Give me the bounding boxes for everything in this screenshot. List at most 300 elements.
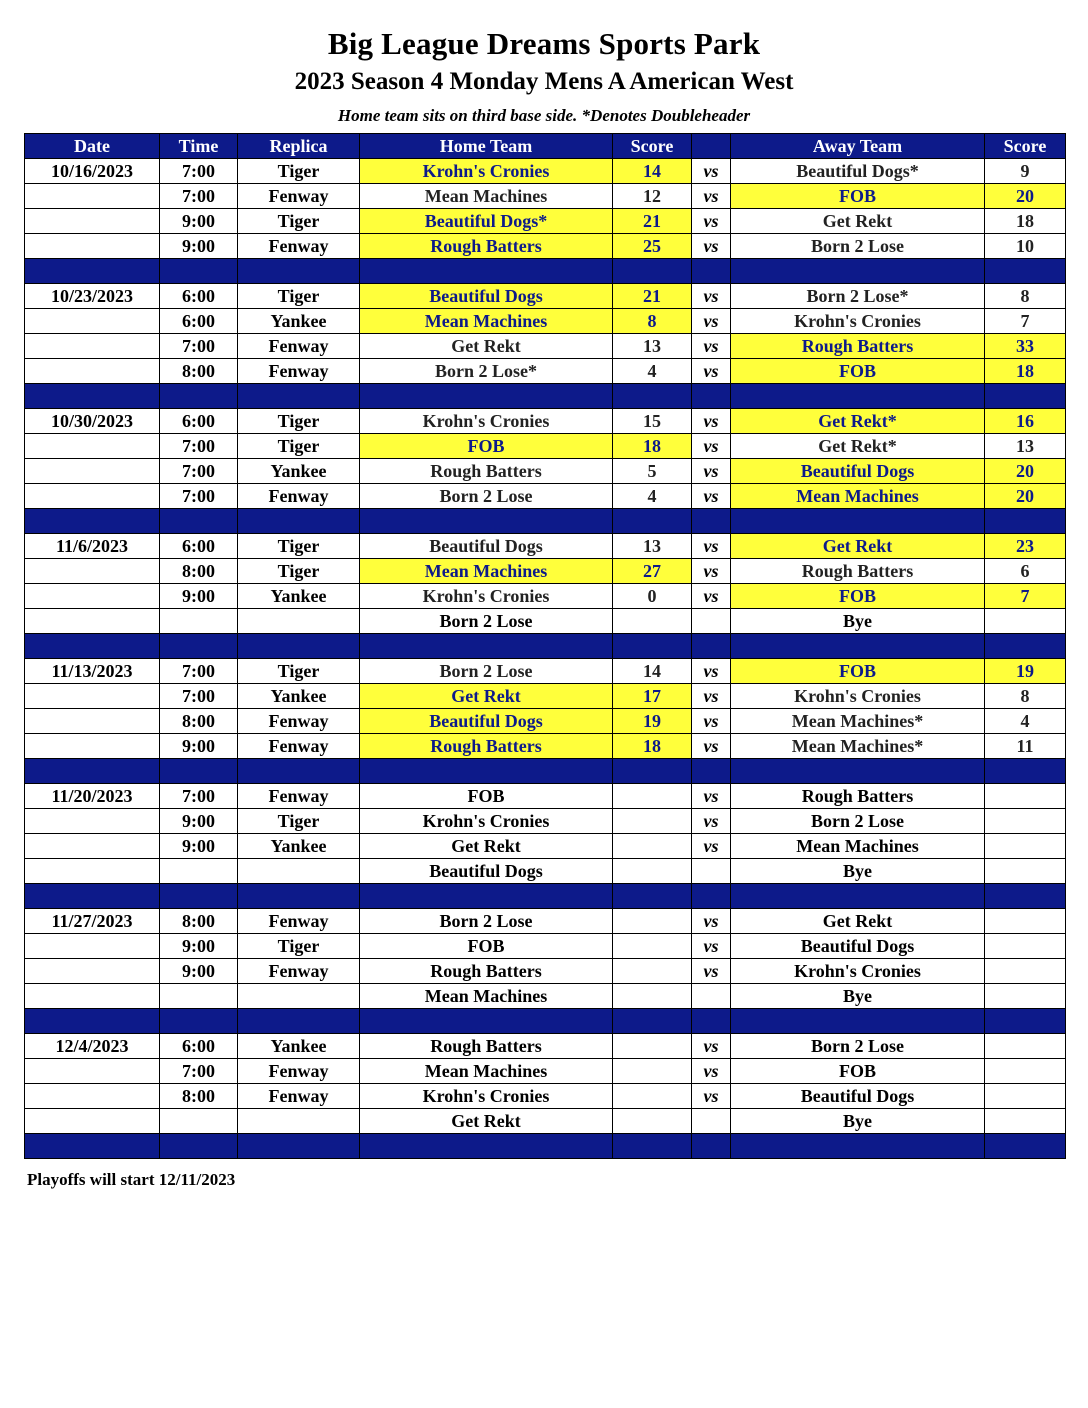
vs-cell: vs xyxy=(692,534,731,559)
date-cell xyxy=(25,809,160,834)
separator-cell xyxy=(692,259,731,284)
game-row xyxy=(25,1034,1066,1059)
home-score-cell: 18 xyxy=(613,734,692,759)
time-cell: 7:00 xyxy=(160,334,238,359)
date-cell xyxy=(25,684,160,709)
home-score-cell: 5 xyxy=(613,459,692,484)
replica-cell: Fenway xyxy=(238,484,360,509)
replica-cell: Tiger xyxy=(238,409,360,434)
week-separator-row xyxy=(25,634,1066,659)
date-cell xyxy=(25,184,160,209)
separator-cell xyxy=(360,759,613,784)
away-score-cell xyxy=(985,609,1066,634)
time-cell: 6:00 xyxy=(160,1034,238,1059)
separator-cell xyxy=(692,1134,731,1159)
away-team-cell: Bye xyxy=(731,984,985,1009)
date-cell: 11/6/2023 xyxy=(25,534,160,559)
away-team-cell: Born 2 Lose xyxy=(731,234,985,259)
away-team-cell: Mean Machines* xyxy=(731,734,985,759)
replica-cell: Yankee xyxy=(238,459,360,484)
home-team-cell: Mean Machines xyxy=(360,184,613,209)
time-cell: 9:00 xyxy=(160,584,238,609)
away-team-cell: Get Rekt xyxy=(731,209,985,234)
home-team-cell: Beautiful Dogs xyxy=(360,284,613,309)
home-score-cell xyxy=(613,809,692,834)
away-score-cell: 23 xyxy=(985,534,1066,559)
home-team-cell: Born 2 Lose* xyxy=(360,359,613,384)
vs-cell: vs xyxy=(692,909,731,934)
away-score-cell xyxy=(985,1059,1066,1084)
game-row xyxy=(25,909,1066,934)
separator-cell xyxy=(731,509,985,534)
separator-cell xyxy=(731,884,985,909)
game-row xyxy=(25,359,1066,384)
week-separator-row xyxy=(25,259,1066,284)
home-team-cell: Born 2 Lose xyxy=(360,484,613,509)
away-score-cell: 7 xyxy=(985,309,1066,334)
vs-cell xyxy=(692,1109,731,1134)
away-score-cell: 11 xyxy=(985,734,1066,759)
game-row xyxy=(25,859,1066,884)
separator-cell xyxy=(160,259,238,284)
separator-cell xyxy=(25,634,160,659)
col-header-away-score: Score xyxy=(985,134,1066,159)
game-row xyxy=(25,809,1066,834)
separator-cell xyxy=(360,259,613,284)
home-score-cell: 21 xyxy=(613,284,692,309)
separator-cell xyxy=(238,509,360,534)
week-separator-row xyxy=(25,509,1066,534)
replica-cell: Tiger xyxy=(238,559,360,584)
away-score-cell: 4 xyxy=(985,709,1066,734)
away-score-cell xyxy=(985,834,1066,859)
home-team-cell: Krohn's Cronies xyxy=(360,409,613,434)
away-team-cell: Mean Machines xyxy=(731,484,985,509)
home-score-cell: 21 xyxy=(613,209,692,234)
time-cell: 7:00 xyxy=(160,434,238,459)
home-team-cell: Rough Batters xyxy=(360,959,613,984)
week-separator-row xyxy=(25,1009,1066,1034)
separator-cell xyxy=(238,1009,360,1034)
separator-cell xyxy=(985,509,1066,534)
vs-cell: vs xyxy=(692,834,731,859)
separator-cell xyxy=(238,259,360,284)
separator-cell xyxy=(731,1009,985,1034)
game-row xyxy=(25,559,1066,584)
game-row xyxy=(25,659,1066,684)
separator-cell xyxy=(25,884,160,909)
game-row xyxy=(25,309,1066,334)
separator-cell xyxy=(360,884,613,909)
home-team-cell: Krohn's Cronies xyxy=(360,584,613,609)
col-header-replica: Replica xyxy=(238,134,360,159)
separator-cell xyxy=(613,1009,692,1034)
separator-cell xyxy=(25,1009,160,1034)
home-team-cell: Krohn's Cronies xyxy=(360,159,613,184)
game-row xyxy=(25,584,1066,609)
home-score-cell xyxy=(613,909,692,934)
game-row xyxy=(25,209,1066,234)
time-cell: 9:00 xyxy=(160,959,238,984)
home-score-cell xyxy=(613,834,692,859)
replica-cell xyxy=(238,609,360,634)
replica-cell xyxy=(238,984,360,1009)
separator-cell xyxy=(238,884,360,909)
separator-cell xyxy=(360,1009,613,1034)
away-team-cell: Mean Machines xyxy=(731,834,985,859)
time-cell xyxy=(160,1109,238,1134)
vs-cell: vs xyxy=(692,709,731,734)
separator-cell xyxy=(613,259,692,284)
separator-cell xyxy=(731,634,985,659)
away-score-cell: 8 xyxy=(985,684,1066,709)
away-team-cell: Krohn's Cronies xyxy=(731,309,985,334)
week-separator-row xyxy=(25,884,1066,909)
time-cell: 9:00 xyxy=(160,209,238,234)
date-cell xyxy=(25,559,160,584)
date-cell xyxy=(25,1084,160,1109)
replica-cell: Yankee xyxy=(238,834,360,859)
separator-cell xyxy=(238,384,360,409)
home-team-cell: Beautiful Dogs* xyxy=(360,209,613,234)
home-score-cell: 4 xyxy=(613,359,692,384)
time-cell: 9:00 xyxy=(160,834,238,859)
vs-cell: vs xyxy=(692,359,731,384)
separator-cell xyxy=(613,634,692,659)
replica-cell xyxy=(238,1109,360,1134)
away-score-cell: 10 xyxy=(985,234,1066,259)
replica-cell: Fenway xyxy=(238,334,360,359)
vs-cell xyxy=(692,859,731,884)
away-score-cell: 9 xyxy=(985,159,1066,184)
date-cell xyxy=(25,709,160,734)
header-row xyxy=(25,134,1066,159)
vs-cell: vs xyxy=(692,434,731,459)
date-cell xyxy=(25,584,160,609)
away-team-cell: Rough Batters xyxy=(731,784,985,809)
away-score-cell: 7 xyxy=(985,584,1066,609)
away-score-cell: 18 xyxy=(985,209,1066,234)
separator-cell xyxy=(731,759,985,784)
separator-cell xyxy=(160,884,238,909)
away-team-cell: FOB xyxy=(731,184,985,209)
separator-cell xyxy=(160,1134,238,1159)
away-team-cell: Bye xyxy=(731,859,985,884)
separator-cell xyxy=(692,884,731,909)
separator-cell xyxy=(25,259,160,284)
vs-cell: vs xyxy=(692,809,731,834)
separator-cell xyxy=(25,384,160,409)
game-row xyxy=(25,684,1066,709)
replica-cell: Tiger xyxy=(238,659,360,684)
home-score-cell xyxy=(613,1034,692,1059)
time-cell: 6:00 xyxy=(160,409,238,434)
home-score-cell xyxy=(613,1059,692,1084)
separator-cell xyxy=(25,1134,160,1159)
page-subtitle: 2023 Season 4 Monday Mens A American West xyxy=(294,68,794,95)
time-cell xyxy=(160,984,238,1009)
replica-cell: Fenway xyxy=(238,909,360,934)
replica-cell: Tiger xyxy=(238,534,360,559)
away-team-cell: Get Rekt* xyxy=(731,409,985,434)
home-team-cell: Get Rekt xyxy=(360,834,613,859)
date-cell xyxy=(25,234,160,259)
home-score-cell: 17 xyxy=(613,684,692,709)
date-cell xyxy=(25,734,160,759)
col-header-home-score: Score xyxy=(613,134,692,159)
time-cell xyxy=(160,859,238,884)
game-row xyxy=(25,959,1066,984)
away-score-cell xyxy=(985,1109,1066,1134)
time-cell: 9:00 xyxy=(160,734,238,759)
game-row xyxy=(25,734,1066,759)
separator-cell xyxy=(160,1009,238,1034)
schedule-body xyxy=(25,159,1066,1159)
home-team-cell: Get Rekt xyxy=(360,1109,613,1134)
away-score-cell xyxy=(985,859,1066,884)
replica-cell: Yankee xyxy=(238,684,360,709)
separator-cell xyxy=(985,759,1066,784)
date-cell: 10/23/2023 xyxy=(25,284,160,309)
time-cell: 7:00 xyxy=(160,484,238,509)
replica-cell: Yankee xyxy=(238,1034,360,1059)
home-score-cell xyxy=(613,609,692,634)
schedule-table xyxy=(24,133,1066,1159)
replica-cell: Fenway xyxy=(238,1084,360,1109)
separator-cell xyxy=(985,1009,1066,1034)
away-team-cell: Rough Batters xyxy=(731,334,985,359)
separator-cell xyxy=(160,759,238,784)
vs-cell: vs xyxy=(692,334,731,359)
away-team-cell: Get Rekt xyxy=(731,909,985,934)
home-team-cell: Rough Batters xyxy=(360,234,613,259)
replica-cell: Fenway xyxy=(238,709,360,734)
separator-cell xyxy=(238,1134,360,1159)
away-team-cell: Bye xyxy=(731,609,985,634)
replica-cell: Fenway xyxy=(238,1059,360,1084)
game-row xyxy=(25,609,1066,634)
separator-cell xyxy=(985,634,1066,659)
home-team-cell: FOB xyxy=(360,934,613,959)
col-header-away-team: Away Team xyxy=(731,134,985,159)
replica-cell: Fenway xyxy=(238,734,360,759)
date-cell: 11/20/2023 xyxy=(25,784,160,809)
separator-cell xyxy=(985,259,1066,284)
away-score-cell: 16 xyxy=(985,409,1066,434)
home-team-cell: Born 2 Lose xyxy=(360,659,613,684)
home-score-cell: 13 xyxy=(613,334,692,359)
date-cell xyxy=(25,434,160,459)
home-team-cell: Beautiful Dogs xyxy=(360,709,613,734)
time-cell: 7:00 xyxy=(160,1059,238,1084)
game-row xyxy=(25,284,1066,309)
home-team-cell: FOB xyxy=(360,434,613,459)
away-team-cell: Born 2 Lose xyxy=(731,1034,985,1059)
away-score-cell xyxy=(985,1034,1066,1059)
separator-cell xyxy=(692,1009,731,1034)
home-team-cell: Mean Machines xyxy=(360,559,613,584)
date-cell xyxy=(25,1059,160,1084)
time-cell: 9:00 xyxy=(160,234,238,259)
date-cell xyxy=(25,984,160,1009)
game-row xyxy=(25,1084,1066,1109)
separator-cell xyxy=(985,384,1066,409)
replica-cell: Tiger xyxy=(238,209,360,234)
home-team-cell: Born 2 Lose xyxy=(360,609,613,634)
separator-cell xyxy=(731,384,985,409)
vs-cell: vs xyxy=(692,684,731,709)
separator-cell xyxy=(613,884,692,909)
separator-cell xyxy=(160,509,238,534)
away-score-cell: 18 xyxy=(985,359,1066,384)
date-cell xyxy=(25,834,160,859)
vs-cell: vs xyxy=(692,459,731,484)
vs-cell: vs xyxy=(692,159,731,184)
week-separator-row xyxy=(25,384,1066,409)
home-team-cell: Beautiful Dogs xyxy=(360,534,613,559)
replica-cell: Fenway xyxy=(238,184,360,209)
home-score-cell: 14 xyxy=(613,659,692,684)
time-cell: 7:00 xyxy=(160,159,238,184)
time-cell: 6:00 xyxy=(160,284,238,309)
date-cell xyxy=(25,484,160,509)
vs-cell: vs xyxy=(692,234,731,259)
separator-cell xyxy=(360,384,613,409)
away-score-cell: 8 xyxy=(985,284,1066,309)
time-cell: 8:00 xyxy=(160,1084,238,1109)
vs-cell xyxy=(692,609,731,634)
away-score-cell: 20 xyxy=(985,459,1066,484)
replica-cell: Fenway xyxy=(238,234,360,259)
separator-cell xyxy=(731,259,985,284)
time-cell: 7:00 xyxy=(160,784,238,809)
date-cell xyxy=(25,934,160,959)
week-separator-row xyxy=(25,1134,1066,1159)
home-team-cell: FOB xyxy=(360,784,613,809)
vs-cell: vs xyxy=(692,1084,731,1109)
vs-cell: vs xyxy=(692,934,731,959)
away-score-cell xyxy=(985,984,1066,1009)
home-team-cell: Rough Batters xyxy=(360,734,613,759)
away-score-cell xyxy=(985,809,1066,834)
time-cell: 9:00 xyxy=(160,809,238,834)
away-team-cell: FOB xyxy=(731,584,985,609)
home-score-cell xyxy=(613,1109,692,1134)
date-cell: 11/13/2023 xyxy=(25,659,160,684)
vs-cell: vs xyxy=(692,1034,731,1059)
separator-cell xyxy=(238,634,360,659)
replica-cell xyxy=(238,859,360,884)
away-score-cell: 20 xyxy=(985,484,1066,509)
time-cell: 6:00 xyxy=(160,309,238,334)
away-score-cell xyxy=(985,959,1066,984)
col-header-date: Date xyxy=(25,134,160,159)
away-team-cell: Beautiful Dogs xyxy=(731,459,985,484)
separator-cell xyxy=(985,884,1066,909)
replica-cell: Tiger xyxy=(238,809,360,834)
col-header-time: Time xyxy=(160,134,238,159)
home-team-cell: Rough Batters xyxy=(360,459,613,484)
game-row xyxy=(25,984,1066,1009)
game-row xyxy=(25,459,1066,484)
game-row xyxy=(25,784,1066,809)
home-team-cell: Rough Batters xyxy=(360,1034,613,1059)
home-score-cell: 18 xyxy=(613,434,692,459)
game-row xyxy=(25,409,1066,434)
game-row xyxy=(25,934,1066,959)
home-score-cell: 0 xyxy=(613,584,692,609)
date-cell xyxy=(25,459,160,484)
away-score-cell: 6 xyxy=(985,559,1066,584)
away-team-cell: Born 2 Lose xyxy=(731,809,985,834)
time-cell: 7:00 xyxy=(160,659,238,684)
away-team-cell: Krohn's Cronies xyxy=(731,684,985,709)
replica-cell: Yankee xyxy=(238,309,360,334)
separator-cell xyxy=(692,634,731,659)
time-cell: 6:00 xyxy=(160,534,238,559)
date-cell xyxy=(25,959,160,984)
time-cell: 9:00 xyxy=(160,934,238,959)
time-cell: 8:00 xyxy=(160,709,238,734)
time-cell: 8:00 xyxy=(160,559,238,584)
home-score-cell: 12 xyxy=(613,184,692,209)
away-team-cell: FOB xyxy=(731,1059,985,1084)
away-team-cell: Krohn's Cronies xyxy=(731,959,985,984)
away-team-cell: Rough Batters xyxy=(731,559,985,584)
separator-cell xyxy=(160,384,238,409)
vs-cell: vs xyxy=(692,734,731,759)
away-team-cell: Get Rekt xyxy=(731,534,985,559)
away-score-cell xyxy=(985,784,1066,809)
separator-cell xyxy=(731,1134,985,1159)
game-row xyxy=(25,184,1066,209)
game-row xyxy=(25,159,1066,184)
separator-cell xyxy=(160,634,238,659)
home-score-cell xyxy=(613,959,692,984)
home-score-cell xyxy=(613,784,692,809)
home-team-cell: Get Rekt xyxy=(360,684,613,709)
home-team-cell: Mean Machines xyxy=(360,984,613,1009)
separator-cell xyxy=(360,509,613,534)
home-score-cell xyxy=(613,934,692,959)
game-row xyxy=(25,834,1066,859)
away-score-cell: 20 xyxy=(985,184,1066,209)
schedule-note: Home team sits on third base side. *Denotes Doubleheader xyxy=(337,106,751,125)
date-cell xyxy=(25,334,160,359)
replica-cell: Tiger xyxy=(238,159,360,184)
vs-cell: vs xyxy=(692,409,731,434)
game-row xyxy=(25,709,1066,734)
separator-cell xyxy=(238,759,360,784)
away-team-cell: Bye xyxy=(731,1109,985,1134)
game-row xyxy=(25,434,1066,459)
vs-cell: vs xyxy=(692,959,731,984)
home-score-cell: 4 xyxy=(613,484,692,509)
home-score-cell: 25 xyxy=(613,234,692,259)
away-score-cell xyxy=(985,1084,1066,1109)
away-score-cell: 19 xyxy=(985,659,1066,684)
away-team-cell: Get Rekt* xyxy=(731,434,985,459)
vs-cell: vs xyxy=(692,1059,731,1084)
vs-cell: vs xyxy=(692,484,731,509)
separator-cell xyxy=(25,509,160,534)
vs-cell: vs xyxy=(692,209,731,234)
separator-cell xyxy=(613,384,692,409)
separator-cell xyxy=(360,1134,613,1159)
vs-cell xyxy=(692,984,731,1009)
game-row xyxy=(25,334,1066,359)
replica-cell: Fenway xyxy=(238,359,360,384)
